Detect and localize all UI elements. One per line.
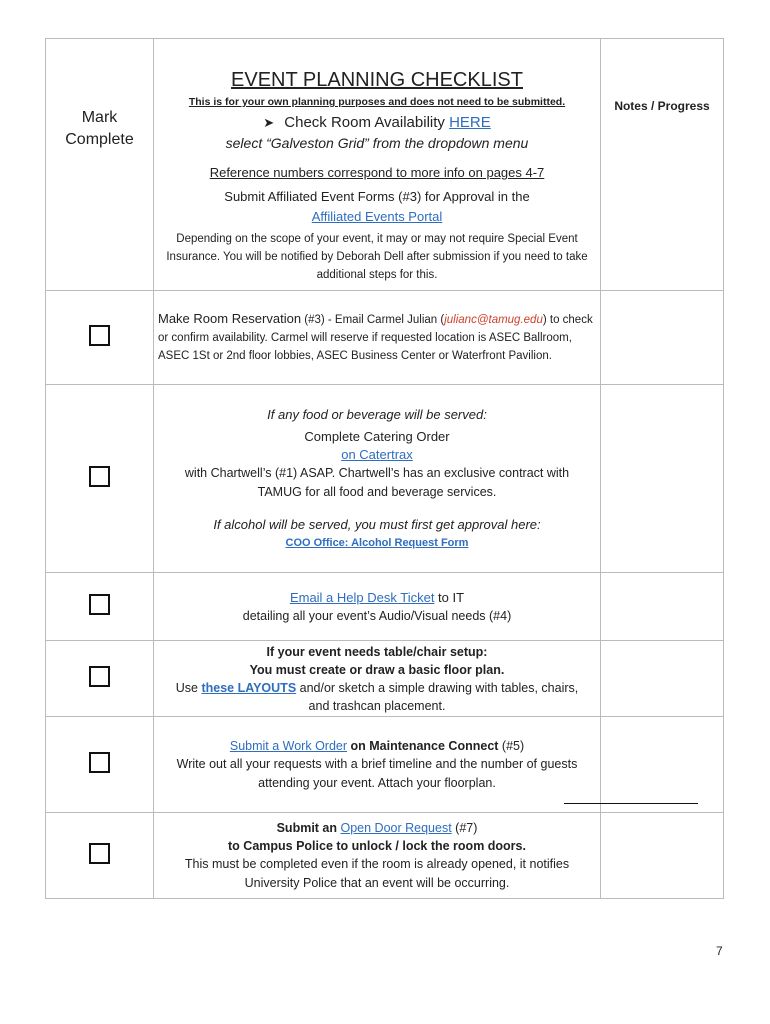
checkbox-catering[interactable] [89, 466, 110, 487]
row-room-reservation [46, 291, 724, 385]
room-desc: ) to check or confirm availability. Carmel will reserve if requested location is ASEC Ballroom, ASEC 1St or 2nd floor lobbies, ASEC Business Center or Waterfront Pavilion. [158, 314, 593, 362]
chartwells-text: with Chartwell’s (#1) ASAP. Chartwell’s has an exclusive contract with TAMUG for all food and beverage services. [184, 465, 570, 499]
carmel-email-link[interactable]: julianc@tamug.edu [444, 314, 543, 326]
submit-an-label: Submit an [276, 820, 341, 835]
notes-cell[interactable] [601, 717, 724, 813]
use-label: Use [175, 680, 202, 695]
floor-plan-heading: You must create or draw a basic floor plan. [249, 662, 505, 677]
checklist-table [45, 38, 724, 899]
catertrax-link[interactable]: on Catertrax [341, 446, 413, 462]
mark-complete-header [46, 39, 154, 291]
room-reservation-text [158, 310, 596, 365]
alcohol-request-link[interactable]: COO Office: Alcohol Request Form [285, 536, 469, 549]
notes-cell[interactable] [601, 573, 724, 641]
room-ref: (#3) - Email Carmel Julian ( [301, 314, 445, 326]
affiliated-ref: (#3) for Approval in the [394, 189, 530, 204]
title-cell [154, 39, 601, 291]
if-food-text: If any food or beverage will be served: [267, 406, 487, 422]
open-door-desc: This must be completed even if the room is already opened, it notifies University Police that an event will be occurring. [184, 856, 570, 890]
open-door-ref: (#7) [451, 820, 478, 835]
table-chair-heading: If your event needs table/chair setup: [266, 644, 488, 659]
submit-affiliated-label: Submit Affiliated Event Forms [224, 189, 395, 204]
notes-header [601, 39, 724, 291]
help-desk-link[interactable]: Email a Help Desk Ticket [289, 589, 435, 605]
row-help-desk [46, 573, 724, 641]
checkbox-floor-plan[interactable] [89, 666, 110, 687]
row-work-order [46, 717, 724, 813]
checkbox-open-door[interactable] [89, 843, 110, 864]
open-door-link[interactable]: Open Door Request [340, 820, 452, 835]
work-order-desc: Write out all your requests with a brief timeline and the number of guests attending your event. Attach your floorplan. [176, 757, 578, 790]
checkbox-help-desk[interactable] [89, 594, 110, 615]
notes-cell[interactable] [601, 641, 724, 717]
notes-label: Notes / Progress [614, 99, 710, 113]
notes-cell[interactable] [601, 385, 724, 573]
affiliated-forms-line [154, 188, 600, 206]
complete-catering-label: Complete Catering Order [304, 428, 450, 444]
affiliated-portal-link[interactable]: Affiliated Events Portal [311, 209, 443, 224]
notes-cell[interactable] [601, 813, 724, 899]
campus-police-text: to Campus Police to unlock / lock the room doors. [228, 838, 526, 853]
row-floor-plan [46, 641, 724, 717]
page-title: EVENT PLANNING CHECKLIST [231, 69, 523, 91]
here-link[interactable]: HERE [449, 114, 491, 131]
work-order-link[interactable]: Submit a Work Order [229, 739, 348, 753]
reference-note: Reference numbers correspond to more info on pages 4-7 [209, 165, 545, 180]
select-grid-text: select “Galveston Grid” from the dropdown menu [225, 135, 529, 151]
page-number: 7 [716, 944, 723, 958]
notes-cell[interactable] [601, 291, 724, 385]
checkbox-room-reservation[interactable] [89, 325, 110, 346]
layouts-text [154, 679, 600, 715]
header-row [46, 39, 724, 291]
maintenance-connect-label: on Maintenance Connect [347, 739, 499, 753]
row-open-door [46, 813, 724, 899]
if-alcohol-text: If alcohol will be served, you must first get approval here: [213, 516, 541, 532]
mark-label: Mark [81, 108, 118, 126]
to-it-label: to IT [434, 589, 465, 605]
page-subtitle: This is for your own planning purposes and does not need to be submitted. [188, 96, 566, 108]
check-room-label: Check Room Availability [284, 114, 445, 131]
check-room-line [154, 114, 600, 131]
row-catering [46, 385, 724, 573]
insurance-note: Depending on the scope of your event, it may or may not require Special Event Insurance. You will be notified by Deborah Dell after submission if you need to take additional steps for this. [166, 233, 588, 281]
layouts-rest: and/or sketch a simple drawing with tables, chairs, and trashcan placement. [296, 680, 579, 713]
signature-line [564, 803, 698, 804]
work-order-ref: (#5) [498, 739, 525, 753]
layouts-link[interactable]: these LAYOUTS [201, 680, 297, 695]
av-needs-text: detailing all your event’s Audio/Visual needs (#4) [242, 608, 512, 623]
make-room-label: Make Room Reservation [158, 311, 302, 326]
arrow-bullet-icon: ➤ [263, 115, 275, 130]
checkbox-work-order[interactable] [89, 752, 110, 773]
complete-label: Complete [65, 130, 134, 148]
